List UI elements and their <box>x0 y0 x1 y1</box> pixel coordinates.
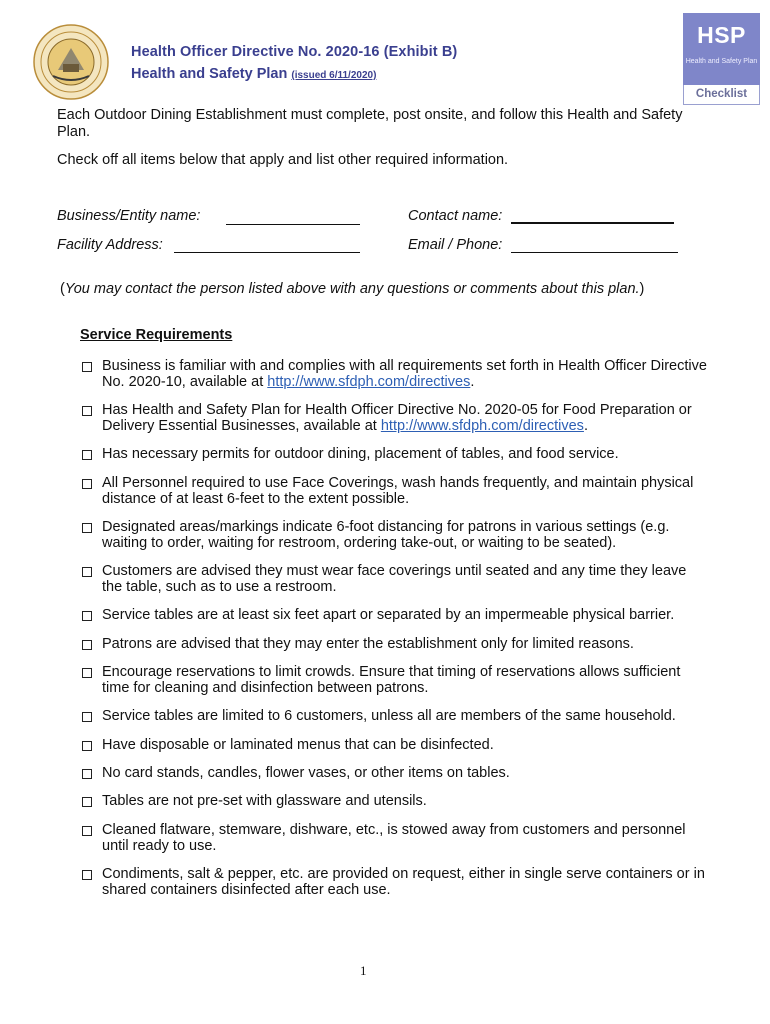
item-text: Has necessary permits for outdoor dining, placement of tables, and food service. <box>102 446 619 463</box>
contact-note-close: ) <box>639 281 645 297</box>
item-tail: . <box>583 417 588 434</box>
facility-address-label: Facility Address: <box>57 237 163 253</box>
document-header <box>131 44 457 82</box>
checkbox[interactable] <box>82 826 92 836</box>
checklist-item <box>80 403 710 435</box>
checkbox[interactable] <box>82 797 92 807</box>
checklist-item <box>80 637 710 653</box>
page-number: 1 <box>360 963 367 978</box>
intro-text: Each Outdoor Dining Establishment must complete, post onsite, and follow this Health and Safety Plan. <box>57 107 683 140</box>
contact-note-open: ( <box>60 281 65 297</box>
checkbox[interactable] <box>82 769 92 779</box>
business-name-field[interactable] <box>226 224 360 225</box>
plan-name: Health and Safety Plan <box>131 66 288 82</box>
item-text: Condiments, salt & pepper, etc. are provided on request, either in single serve containers or in shared containers disinfected after each use. <box>102 866 705 898</box>
checkbox[interactable] <box>82 668 92 678</box>
checklist-item <box>80 564 710 596</box>
item-text: Have disposable or laminated menus that can be disinfected. <box>102 736 494 753</box>
item-text: Designated areas/markings indicate 6-foot distancing for patrons in various settings (e.g. waiting to order, waiting for restroom, ordering take-out, or waiting to be seated). <box>102 518 670 551</box>
checkbox[interactable] <box>82 362 92 372</box>
checklist-item <box>80 447 710 463</box>
checklist-item <box>80 476 710 508</box>
hsp-caption: Health and Safety Plan <box>685 58 758 65</box>
checkbox[interactable] <box>82 406 92 416</box>
checkbox[interactable] <box>82 611 92 621</box>
item-text: Tables are not pre-set with glassware and utensils. <box>102 793 427 810</box>
checkbox[interactable] <box>82 712 92 722</box>
checkbox[interactable] <box>82 479 92 489</box>
checkbox[interactable] <box>82 741 92 751</box>
item-text: No card stands, candles, flower vases, or other items on tables. <box>102 765 510 782</box>
item-text: Service tables are limited to 6 customers, unless all are members of the same household. <box>102 708 676 725</box>
checkbox[interactable] <box>82 450 92 460</box>
checkbox[interactable] <box>82 870 92 880</box>
checklist-item <box>80 359 710 391</box>
item-text: Cleaned flatware, stemware, dishware, etc., is stowed away from customers and personnel until ready to use. <box>102 821 686 854</box>
contact-name-field[interactable] <box>511 222 674 224</box>
item-text: Has Health and Safety Plan for Health Officer Directive No. 2020-05 for Food Preparation or Delivery Essential Businesses, available at <box>102 402 692 434</box>
hsp-code: HSP <box>697 22 746 48</box>
checklist-item <box>80 867 710 899</box>
checklist-item <box>80 665 710 697</box>
checkbox[interactable] <box>82 523 92 533</box>
checklist-item <box>80 794 710 810</box>
instructions-text: Check off all items below that apply and list other required information. <box>57 152 509 168</box>
item-text: All Personnel required to use Face Coverings, wash hands frequently, and maintain physical distance of at least 6-feet to the extent possible. <box>102 474 694 507</box>
directive-title: Health Officer Directive No. 2020-16 (Exhibit B) <box>131 44 458 60</box>
directives-link[interactable]: http://www.sfdph.com/directives <box>267 373 471 390</box>
checklist-item <box>80 823 710 855</box>
checklist-item <box>80 709 710 725</box>
directives-link[interactable]: http://www.sfdph.com/directives <box>380 417 584 434</box>
item-text: Encourage reservations to limit crowds. Ensure that timing of reservations allows sufficient time for cleaning and disinfection between patrons. <box>102 664 681 696</box>
city-seal-logo <box>33 24 109 100</box>
item-tail: . <box>470 373 475 390</box>
hsp-badge <box>683 13 760 105</box>
item-text: Service tables are at least six feet apart or separated by an impermeable physical barrier. <box>102 607 675 624</box>
requirements-checklist <box>80 359 710 911</box>
email-phone-label: Email / Phone: <box>408 237 503 253</box>
checklist-item <box>80 608 710 624</box>
checkbox[interactable] <box>82 567 92 577</box>
section-title: Service Requirements <box>80 327 233 343</box>
contact-note <box>60 281 644 297</box>
plan-subtitle <box>131 66 457 82</box>
hsp-checklist-label: Checklist <box>683 85 760 105</box>
contact-name-label: Contact name: <box>408 208 503 224</box>
facility-address-field[interactable] <box>174 252 360 253</box>
email-phone-field[interactable] <box>511 252 678 253</box>
checklist-item <box>80 520 710 552</box>
item-text: Business is familiar with and complies with all requirements set forth in Health Officer Directive No. 2020-10, available at <box>102 358 707 390</box>
issued-date: (issued 6/11/2020) <box>291 70 377 81</box>
item-text: Customers are advised they must wear face coverings until seated and any time they leave the table, such as to use a restroom. <box>102 563 687 595</box>
checkbox[interactable] <box>82 640 92 650</box>
checklist-item <box>80 766 710 782</box>
checklist-item <box>80 738 710 754</box>
contact-note-text: You may contact the person listed above with any questions or comments about this plan. <box>64 281 640 297</box>
business-name-label: Business/Entity name: <box>57 208 201 224</box>
item-text: Patrons are advised that they may enter the establishment only for limited reasons. <box>102 635 634 652</box>
